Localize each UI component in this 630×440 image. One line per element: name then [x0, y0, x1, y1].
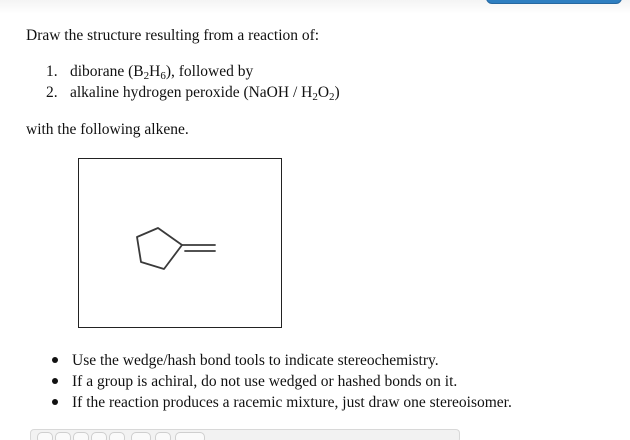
tool-button[interactable]	[109, 432, 125, 440]
step-text: H	[149, 63, 161, 80]
step-text: )	[334, 84, 340, 101]
alkene-structure-box	[78, 158, 282, 328]
top-action-button[interactable]	[486, 0, 622, 4]
tool-button[interactable]	[155, 432, 171, 440]
bullet-icon	[52, 378, 58, 384]
bullet-icon	[52, 357, 58, 363]
question-prompt: Draw the structure resulting from a reaction of:	[26, 27, 320, 44]
methylenecyclopentane-structure-icon	[79, 159, 281, 327]
step-text: alkaline hydrogen peroxide (NaOH / H	[70, 84, 313, 101]
tool-button[interactable]	[131, 432, 151, 440]
step-text: O	[317, 84, 330, 101]
instruction-text: If the reaction produces a racemic mixture, just draw one stereoisomer.	[72, 394, 512, 411]
drawing-toolbar	[30, 429, 460, 440]
bullet-icon	[52, 399, 58, 405]
reaction-step-1	[46, 63, 253, 81]
instruction-item	[52, 392, 512, 413]
subscript: 2	[329, 91, 335, 103]
instruction-text: If a group is achiral, do not use wedged or hashed bonds on it.	[72, 373, 458, 390]
tool-button[interactable]	[55, 432, 71, 440]
tool-button[interactable]	[37, 432, 53, 440]
tool-button[interactable]	[73, 432, 89, 440]
subscript: 6	[160, 70, 166, 82]
tool-button[interactable]	[175, 432, 205, 440]
instruction-item	[52, 350, 512, 371]
tool-button[interactable]	[91, 432, 107, 440]
step-text: diborane (B	[70, 63, 144, 80]
subscript: 2	[312, 91, 318, 103]
reaction-step-2	[46, 84, 340, 102]
instruction-item	[52, 371, 512, 392]
subscript: 2	[143, 70, 150, 82]
step-number: 2.	[46, 84, 58, 101]
instruction-text: Use the wedge/hash bond tools to indicate stereochemistry.	[72, 352, 439, 369]
step-number: 1.	[46, 63, 58, 80]
step-text: ), followed by	[165, 63, 254, 80]
question-tail: with the following alkene.	[26, 121, 189, 138]
instruction-list	[52, 350, 512, 413]
